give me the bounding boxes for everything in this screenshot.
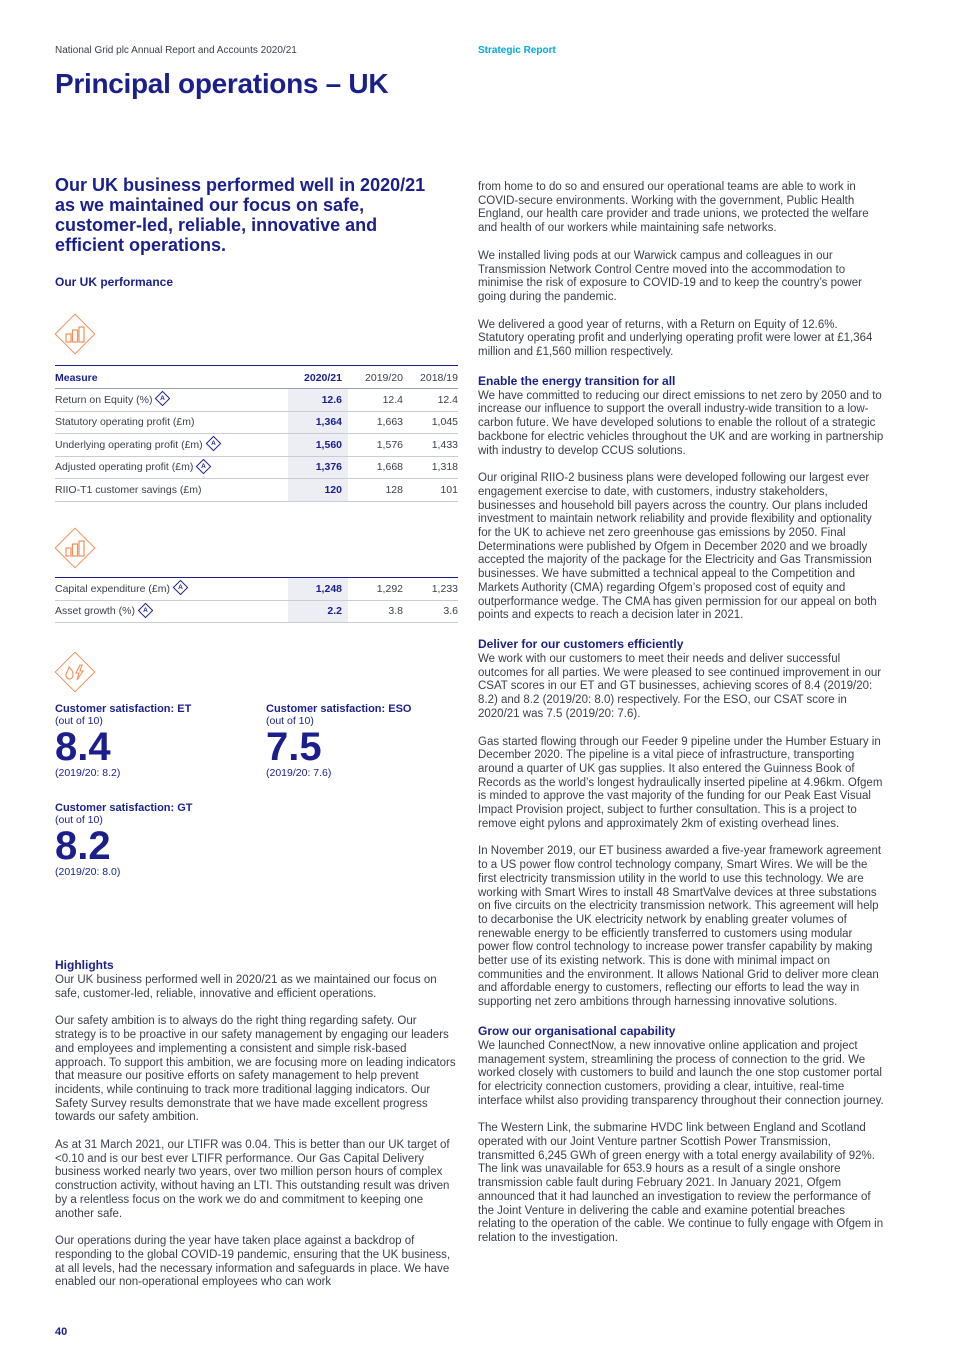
csat-gt-label: Customer satisfaction: GT — [55, 802, 193, 814]
investment-table — [55, 577, 458, 623]
csat-eso-prev: (2019/20: 7.6) — [266, 767, 332, 779]
table-row — [55, 578, 458, 601]
csat-et-label: Customer satisfaction: ET — [55, 703, 192, 715]
body-paragraph: Our operations during the year have taken place against a backdrop of responding to the global COVID-19 pandemic, ensuring that the UK business, at all levels, had the necessary information and safeguards in place. We have enabled our non-operational employees who can work — [55, 1235, 451, 1289]
csat-gt-scale: (out of 10) — [55, 814, 103, 826]
energy-icon — [53, 650, 97, 699]
value-2019-20: 3.8 — [348, 600, 403, 623]
csat-gt-prev: (2019/20: 8.0) — [55, 866, 121, 878]
highlights-heading: Highlights — [55, 958, 114, 972]
csat-et-prev: (2019/20: 8.2) — [55, 767, 121, 779]
csat-gt — [55, 802, 193, 878]
value-2019-20: 1,576 — [348, 434, 403, 457]
row-label: Underlying operating profit (£m) — [55, 438, 203, 451]
report-title: National Grid plc Annual Report and Accounts 2020/21 — [55, 45, 297, 56]
performance-heading: Our UK performance — [55, 275, 174, 289]
csat-et-scale: (out of 10) — [55, 715, 103, 727]
apm-icon: A — [196, 459, 212, 475]
table-header-row — [55, 366, 458, 389]
value-2018-19: 1,045 — [403, 411, 458, 434]
lead-statement: Our UK business performed well in 2020/21 as we maintained our focus on safe, customer-led, reliable, innovative and efficient operations. — [55, 175, 426, 255]
body-paragraph: Gas started flowing through our Feeder 9 pipeline under the Humber Estuary in December 2020. The pipeline is a vital piece of infrastructure, transporting around a quarter of UK gas supplies. It also entered the Guinness Book of Records as the world’s longest hydraulically inserted pipeline at 4.96km. Ofgem is minded to approve the vast majority of the funding for our Peak East Visual Impact Provision project, subject to further consultation. This is a project to remove eight pylons and approximately 2km of existing overhead lines. — [478, 735, 883, 830]
section-label[interactable]: Strategic Report — [478, 45, 556, 56]
row-label: Adjusted operating profit (£m) — [55, 461, 194, 474]
table-row — [55, 600, 458, 623]
row-label: RIIO-T1 customer savings (£m) — [55, 479, 288, 502]
value-2019-20: 12.4 — [348, 389, 403, 412]
body-paragraph: We launched ConnectNow, a new innovative online application and project management system, streamlining the process of connection to the grid. We worked closely with customers to build and launch the one stop customer portal for electricity connection customers, providing a clear, intuitive, real-time interface whilst also providing transparency throughout their connection journey. — [478, 1039, 884, 1107]
csat-eso-scale: (out of 10) — [266, 715, 314, 727]
body-paragraph: from home to do so and ensured our operational teams are able to work in COVID-secure environments. Working with the government, Public Health England, our health care provider and trade unions, we protected the welfare and health of our workers while maintaining safe networks. — [478, 181, 869, 235]
table-row — [55, 456, 458, 479]
value-2020-21: 12.6 — [288, 389, 348, 412]
value-2018-19: 3.6 — [403, 600, 458, 623]
col-2019-20: 2019/20 — [348, 366, 403, 389]
page-number: 40 — [55, 1326, 68, 1338]
page-title: Principal operations – UK — [55, 68, 389, 99]
row-label: Capital expenditure (£m) — [55, 582, 170, 595]
section-heading: Grow our organisational capability — [478, 1023, 676, 1038]
body-paragraph: The Western Link, the submarine HVDC link between England and Scotland operated with our Joint Venture partner Scottish Power Transmission, transmitted 6,245 GWh of green energy with a total energy availability of 92%. The link was unavailable for 653.9 hours as a result of a single onshore transmission cable fault during February 2021. In January 2021, Ofgem announced that it had launched an investigation to review the performance of the Joint Venture in delivering the cable and examine potential breaches relating to the operation of the cable. We continue to fully engage with Ofgem in relation to the investigation. — [478, 1122, 884, 1244]
value-2018-19: 1,433 — [403, 434, 458, 457]
table-row — [55, 434, 458, 457]
row-label: Statutory operating profit (£m) — [55, 411, 288, 434]
highlights-column — [55, 958, 458, 1304]
body-paragraph: We work with our customers to meet their needs and deliver successful outcomes for all parties. We were pleased to see continued improvement in our CSAT scores in our ET and GT businesses, achieving scores of 8.4 (2019/20: 8.2) and 8.2 (2019/20: 8.0) respectively. For the ESO, our CSAT score in 2020/21 was 7.5 (2019/20: 7.6). — [478, 652, 882, 720]
table-row — [55, 479, 458, 502]
apm-icon: A — [173, 580, 189, 596]
csat-gt-value: 8.2 — [55, 824, 111, 868]
value-2020-21: 1,376 — [288, 456, 348, 479]
value-2019-20: 1,663 — [348, 411, 403, 434]
section-heading: Enable the energy transition for all — [478, 373, 676, 388]
col-2020-21: 2020/21 — [288, 366, 348, 389]
body-paragraph: In November 2019, our ET business awarded a five-year framework agreement to a US power flow control technology company, Smart Wires. We will be the first electricity transmission utility in the world to use this technology. We are working with Smart Wires to install 48 SmartValve devices at three substations on five circuits on the electricity transmission network. This agreement will help to decarbonise the UK electricity network by enabling greater volumes of renewable energy to be efficiently transferred to customers using modular power flow control technology to increase power transfer capability by making better use of its existing network. This is done with minimal impact on communities and the environment. It allows National Grid to deliver more clean and affordable energy to customers, reflecting our efforts to lead the way in supporting net zero ambitions through harnessing innovative solutions. — [478, 845, 882, 1009]
performance-table — [55, 365, 458, 502]
apm-icon: A — [205, 436, 221, 452]
body-paragraph: We have committed to reducing our direct emissions to net zero by 2050 and to increase our influence to support the overall industry-wide transition to a low-carbon future. We have developed solutions to enable the rollout of a strategic backbone for electric vehicles throughout the UK and are working in partnership with industry to develop CCUS solutions. — [478, 389, 884, 457]
csat-eso-value: 7.5 — [266, 725, 322, 769]
body-paragraph: We installed living pods at our Warwick campus and colleagues in our Transmission Network Control Centre moved into the accommodation to minimise the risk of exposure to COVID-19 and to keep the country’s power going during the pandemic. — [478, 249, 862, 303]
value-2018-19: 1,318 — [403, 456, 458, 479]
value-2018-19: 12.4 — [403, 389, 458, 412]
value-2019-20: 128 — [348, 479, 403, 502]
value-2020-21: 1,364 — [288, 411, 348, 434]
value-2018-19: 101 — [403, 479, 458, 502]
csat-eso-label: Customer satisfaction: ESO — [266, 703, 412, 715]
body-paragraph: Our UK business performed well in 2020/21 as we maintained our focus on safe, customer-led, reliable, innovative and efficient operations. — [55, 974, 437, 1000]
apm-icon: A — [138, 603, 154, 619]
value-2019-20: 1,668 — [348, 456, 403, 479]
col-measure: Measure — [55, 366, 288, 389]
right-column — [478, 181, 884, 1260]
value-2019-20: 1,292 — [348, 578, 403, 601]
apm-icon: A — [155, 391, 171, 407]
csat-eso — [266, 703, 411, 779]
csat-et-value: 8.4 — [55, 725, 111, 769]
value-2020-21: 2.2 — [288, 600, 348, 623]
table-row — [55, 411, 458, 434]
bar-chart-icon — [53, 526, 97, 575]
table-row — [55, 389, 458, 412]
body-paragraph: As at 31 March 2021, our LTIFR was 0.04. This is better than our UK target of <0.10 and is our best ever LTIFR performance. Our Gas Capital Delivery business worked nearly two years, over two million person hours of complex construction activity, without having an LTI. This outstanding result was driven by a relentless focus on the work we do and commitment to keeping one another safe. — [55, 1139, 450, 1220]
row-label: Return on Equity (%) — [55, 393, 153, 406]
bar-chart-icon — [53, 312, 97, 361]
body-paragraph: We delivered a good year of returns, with a Return on Equity of 12.6%. Statutory operating profit and underlying operating profit were lower at £1,364 million and £1,560 million respectively. — [478, 318, 873, 359]
body-paragraph: Our original RIIO-2 business plans were developed following our largest ever engagement exercise to date, with customers, industry stakeholders, businesses and household bill payers across the country. Our plans included investment to maintain network reliability and provide flexibility and optionality for the UK to achieve net zero greenhouse gas emissions by 2050. Final Determinations were published by Ofgem in December 2020 and we broadly accepted the majority of the package for the Electricity and Gas Transmission businesses. We have submitted a technical appeal to the Competition and Markets Authority (CMA) regarding Ofgem’s proposed cost of equity and outperformance wedge. The CMA has given permission for our appeal on both points and expects to reach a decision later in 2021. — [478, 472, 877, 622]
body-paragraph: Our safety ambition is to always do the right thing regarding safety. Our strategy is to be proactive in our safety management by engaging our leaders and employees and implementing a consistent and simple risk-based approach. To support this ambition, we are focusing more on leading indicators that measure our positive efforts on safety management to help prevent incidents, while continuing to track more traditional lagging indicators. Our Safety Survey results demonstrate that we have made excellent progress towards our safety ambition. — [55, 1015, 456, 1124]
value-2020-21: 1,248 — [288, 578, 348, 601]
value-2020-21: 120 — [288, 479, 348, 502]
value-2018-19: 1,233 — [403, 578, 458, 601]
value-2020-21: 1,560 — [288, 434, 348, 457]
csat-et — [55, 703, 191, 779]
col-2018-19: 2018/19 — [403, 366, 458, 389]
row-label: Asset growth (%) — [55, 605, 135, 618]
section-heading: Deliver for our customers efficiently — [478, 636, 684, 651]
